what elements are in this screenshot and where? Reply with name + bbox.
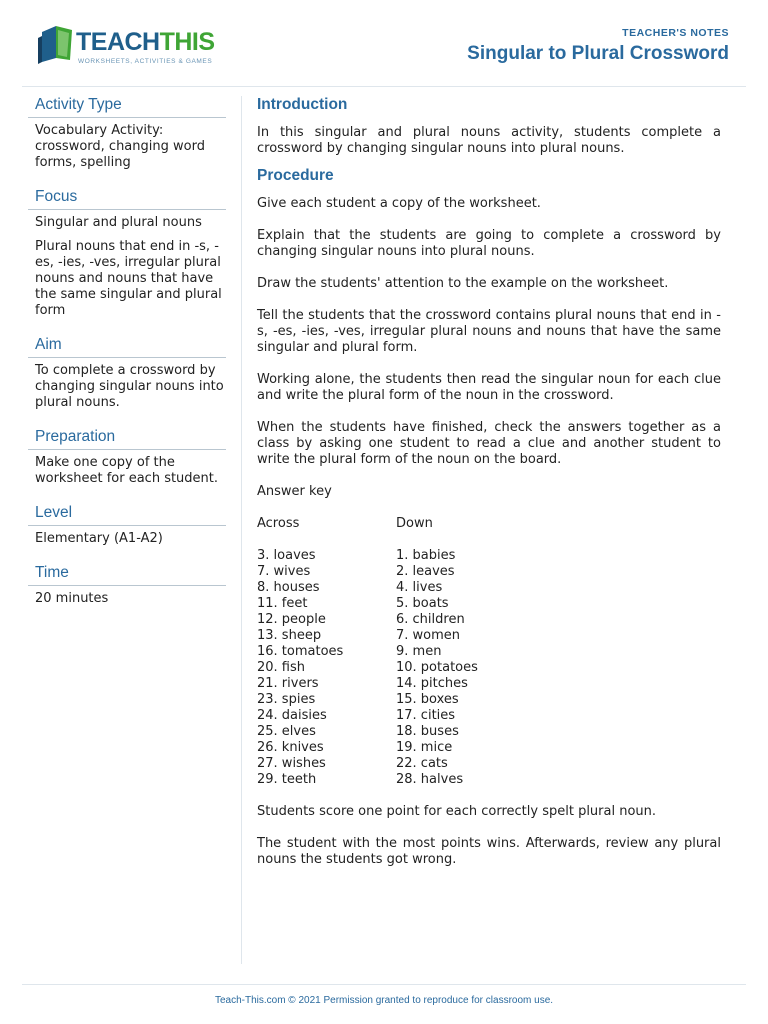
answer-item: 27. wishes — [257, 756, 326, 771]
answer-item: 29. teeth — [257, 772, 317, 787]
answer-item: 1. babies — [396, 548, 456, 563]
procedure-step: When the students have finished, check the answers together as a class by asking one student to read a clue and another student to write the plural form of the noun on the board. — [257, 420, 721, 467]
answer-item: 16. tomatoes — [257, 644, 344, 659]
procedure-step: Working alone, the students then read the singular noun for each clue and write the plural form of the noun in the crossword. — [257, 372, 721, 403]
answer-item: 22. cats — [396, 756, 448, 771]
down-label: Down — [396, 516, 433, 531]
activity-type-section — [28, 96, 226, 171]
time-heading: Time — [28, 564, 226, 586]
answer-key-label: Answer key — [257, 484, 332, 499]
activity-type-text — [28, 118, 226, 171]
aim-text — [28, 358, 226, 411]
across-list — [257, 548, 396, 788]
answer-item: 15. boxes — [396, 692, 459, 707]
logo-tagline: WORKSHEETS, ACTIVITIES & GAMES — [78, 58, 213, 65]
answer-item: 21. rivers — [257, 676, 319, 691]
answer-item: 6. children — [396, 612, 465, 627]
aim-heading: Aim — [28, 336, 226, 358]
answer-item: 7. wives — [257, 564, 311, 579]
procedure-step: Draw the students' attention to the example on the worksheet. — [257, 276, 669, 291]
answer-item: 8. houses — [257, 580, 320, 595]
answer-item: 23. spies — [257, 692, 316, 707]
answer-item: 19. mice — [396, 740, 453, 755]
scoring-text: Students score one point for each correctly spelt plural noun. — [257, 804, 657, 819]
answer-item: 12. people — [257, 612, 326, 627]
answer-item: 7. women — [396, 628, 461, 643]
level-text — [28, 526, 226, 547]
answer-item: 4. lives — [396, 580, 443, 595]
preparation-text — [28, 450, 226, 487]
answer-item: 20. fish — [257, 660, 306, 675]
answer-item: 13. sheep — [257, 628, 322, 643]
logo-wordmark — [76, 28, 215, 57]
answer-item: 25. elves — [257, 724, 316, 739]
down-column — [396, 516, 535, 788]
main-content — [257, 96, 721, 884]
sidebar — [28, 96, 226, 624]
aim-section — [28, 336, 226, 411]
book-icon — [36, 24, 74, 64]
level-value: Elementary (A1-A2) — [35, 531, 163, 546]
focus-text — [28, 210, 226, 319]
header-divider — [22, 86, 746, 87]
answer-item: 17. cities — [396, 708, 456, 723]
procedure-step: Give each student a copy of the worksheet. — [257, 196, 541, 211]
answer-item: 18. buses — [396, 724, 459, 739]
focus-section — [28, 188, 226, 319]
across-column — [257, 516, 396, 788]
logo-word-this: THIS — [159, 28, 215, 56]
answer-item: 9. men — [396, 644, 442, 659]
preparation-value: Make one copy of the worksheet for each student. — [35, 455, 219, 486]
preparation-heading: Preparation — [28, 428, 226, 450]
answer-item: 2. leaves — [396, 564, 455, 579]
introduction-text: In this singular and plural nouns activity, students complete a crossword by changing singular nouns into plural nouns. — [257, 125, 721, 156]
answer-item: 26. knives — [257, 740, 324, 755]
introduction-heading: Introduction — [257, 96, 348, 113]
answer-item: 11. feet — [257, 596, 308, 611]
header-title-block — [467, 27, 729, 65]
time-section — [28, 564, 226, 607]
focus-value-2: Plural nouns that end in -s, -es, -ies, -ves, irregular plural nouns and nouns that have the same singular and plural form — [35, 239, 222, 318]
answer-item: 24. daisies — [257, 708, 327, 723]
focus-heading: Focus — [28, 188, 226, 210]
preparation-section — [28, 428, 226, 487]
teach-this-logo — [36, 24, 236, 74]
procedure-heading: Procedure — [257, 167, 334, 184]
answer-item: 5. boats — [396, 596, 449, 611]
time-value: 20 minutes — [35, 591, 109, 606]
answer-key — [257, 516, 721, 788]
aim-value: To complete a crossword by changing singular nouns into plural nouns. — [35, 363, 224, 410]
teachers-notes-label: TEACHER'S NOTES — [622, 27, 729, 39]
procedure-step: Tell the students that the crossword contains plural nouns that end in -s, -es, -ies, -ves, irregular plural nouns and nouns that have the same singular and plural form. — [257, 308, 721, 355]
across-label: Across — [257, 516, 300, 531]
answer-item: 3. loaves — [257, 548, 316, 563]
column-divider — [241, 96, 242, 964]
logo-word-teach: TEACH — [76, 28, 160, 56]
winner-text: The student with the most points wins. Afterwards, review any plural nouns the students got wrong. — [257, 836, 721, 867]
down-list — [396, 548, 535, 788]
answer-item: 10. potatoes — [396, 660, 478, 675]
time-text — [28, 586, 226, 607]
answer-item: 14. pitches — [396, 676, 468, 691]
activity-type-heading: Activity Type — [28, 96, 226, 118]
answer-item: 28. halves — [396, 772, 464, 787]
page-title: Singular to Plural Crossword — [467, 43, 729, 64]
footer: Teach-This.com © 2021 Permission granted to reproduce for classroom use. — [214, 995, 554, 1006]
footer-divider — [22, 984, 746, 985]
level-section — [28, 504, 226, 547]
procedure-step: Explain that the students are going to complete a crossword by changing singular nouns into plural nouns. — [257, 228, 721, 259]
focus-value-1: Singular and plural nouns — [35, 215, 202, 230]
level-heading: Level — [28, 504, 226, 526]
activity-type-value: Vocabulary Activity: crossword, changing word forms, spelling — [35, 123, 205, 170]
